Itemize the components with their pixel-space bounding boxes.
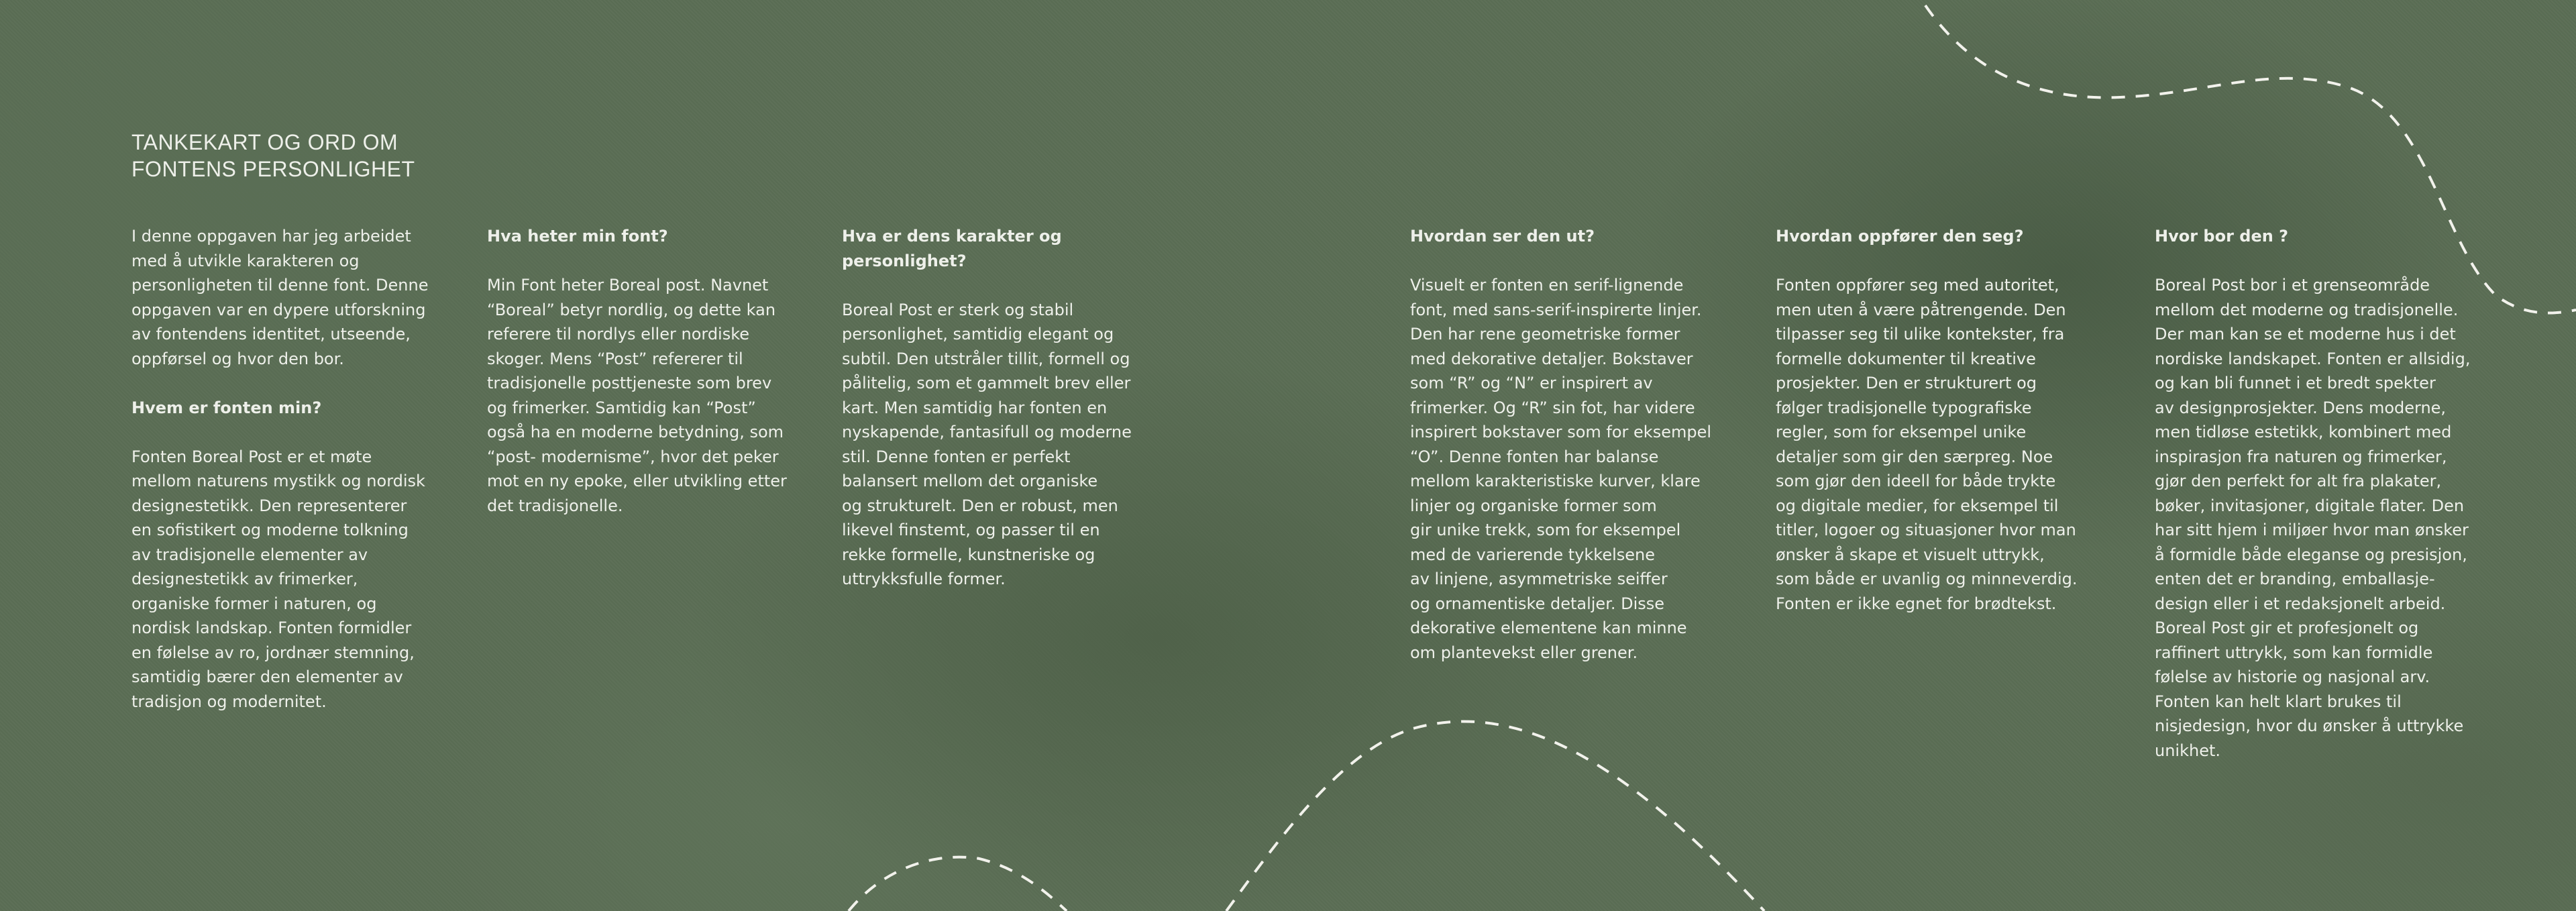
question-appearance: Hvordan ser den ut?: [1410, 227, 1595, 246]
answer-appearance: Visuelt er fonten en serif-lignende font, med sans-serif-inspirerte linjer. Den har rene geometriske former med dekorative detaljer. Bokstaver som “R” og “N” er inspirert av frimerker. Og “R” sin fot, har videre inspirert bokstaver som for eksempel “O”. Denne fonten har balanse mellom karakteristiske kurver, klare linjer og organiske former som gir unike trekk, som for eksempel med de varierende tykkelsene av linjene, asymmetriske seiffer og ornamentiske detaljer. Disse dekorative elementene kan minne om plantevekst eller grener.: [1410, 276, 1712, 662]
question-character: Hva er dens karakter og personlighet?: [842, 227, 1062, 270]
dashed-curve-bottom-left: [849, 857, 1067, 911]
dashed-curve-bottom-center: [1226, 721, 1764, 911]
answer-behaviour: Fonten oppfører seg med autoritet, men uten å være påtrengende. Den tilpasser seg til ulike kontekster, fra formelle dokumenter til kreative prosjekter. Den er strukturert og følger tradisjonelle typografiske regler, som for eksempel unike detaljer som gir den særpreg. Noe som gjør den ideell for både trykte og digitale medier, for eksempel til titler, logoer og situasjoner hvor man ønsker å skape et visuelt uttrykk, som både er uvanlig og minneverdig. Fonten er ikke egnet for brødtekst.: [1776, 276, 2078, 613]
answer-who: Fonten Boreal Post er et møte mellom naturens mystikk og nordisk designestetikk. Den representerer en sofistikert og moderne tolkning av tradisjonelle elementer av designestetikk av frimerker, organiske former i naturen, og nordisk landskap. Fonten formidler en følelse av ro, jordnær stemning, samtidig bærer den elementer av tradisjon og modernitet.: [131, 447, 425, 711]
question-name: Hva heter min font?: [487, 227, 668, 246]
answer-location: Boreal Post bor i et grenseområde mellom det moderne og tradisjonelle. Der man kan se et moderne hus i det nordiske landskapet. Fonten er allsidig, og kan bli funnet i et bredt spekter av designprosjekter. Dens moderne, men tidløse estetikk, kombinert med inspirasjon fra naturen og frimerker, gjør den perfekt for alt fra plakater, bøker, invitasjoner, digitale flater. Den har sitt hjem i miljøer hvor man ønsker å formidle både eleganse og presisjon, enten det er branding, emballasje- design eller i et redaksjonelt arbeid. Boreal Post gir et profesjonelt og raffinert uttrykk, som kan formidle følelse av historie og nasjonal arv. Fonten kan helt klart brukes til nisjedesign, hvor du ønsker å uttrykke unikhet.: [2155, 276, 2471, 760]
question-location: Hvor bor den ?: [2155, 227, 2289, 246]
column-name: [487, 224, 809, 518]
intro-text: I denne oppgaven har jeg arbeidet med å utvikle karakteren og personligheten til denne font. Denne oppgaven var en dypere utforskning av fontendens identitet, utseende, oppførsel og hvor den bor.: [131, 227, 429, 368]
column-behaviour: [1776, 224, 2111, 616]
column-intro: [131, 224, 453, 714]
column-character: [842, 224, 1164, 592]
answer-name: Min Font heter Boreal post. Navnet “Boreal” betyr nordlig, og dette kan referere til nordlys eller nordiske skoger. Mens “Post” refererer til tradisjonelle posttjeneste som brev og frimerker. Samtidig kan “Post” også ha en moderne betydning, som “post- modernisme”, hvor det peker mot en ny epoke, eller utvikling etter det tradisjonelle.: [487, 276, 787, 515]
page-title: TANKEKART OG ORD OM FONTENS PERSONLIGHET: [131, 130, 415, 181]
answer-character: Boreal Post er sterk og stabil personlighet, samtidig elegant og subtil. Den utstråler tillit, formell og pålitelig, som et gammelt brev eller kart. Men samtidig har fonten en nyskapende, fantasifull og moderne stil. Denne fonten er perfekt balansert mellom det organiske og strukturelt. Den er robust, men likevel finstemt, og passer til en rekke formelle, kunstneriske og uttrykksfulle former.: [842, 300, 1132, 588]
question-behaviour: Hvordan oppfører den seg?: [1776, 227, 2024, 246]
column-appearance: [1410, 224, 1746, 665]
column-location: [2155, 224, 2504, 763]
question-who: Hvem er fonten min?: [131, 398, 322, 417]
